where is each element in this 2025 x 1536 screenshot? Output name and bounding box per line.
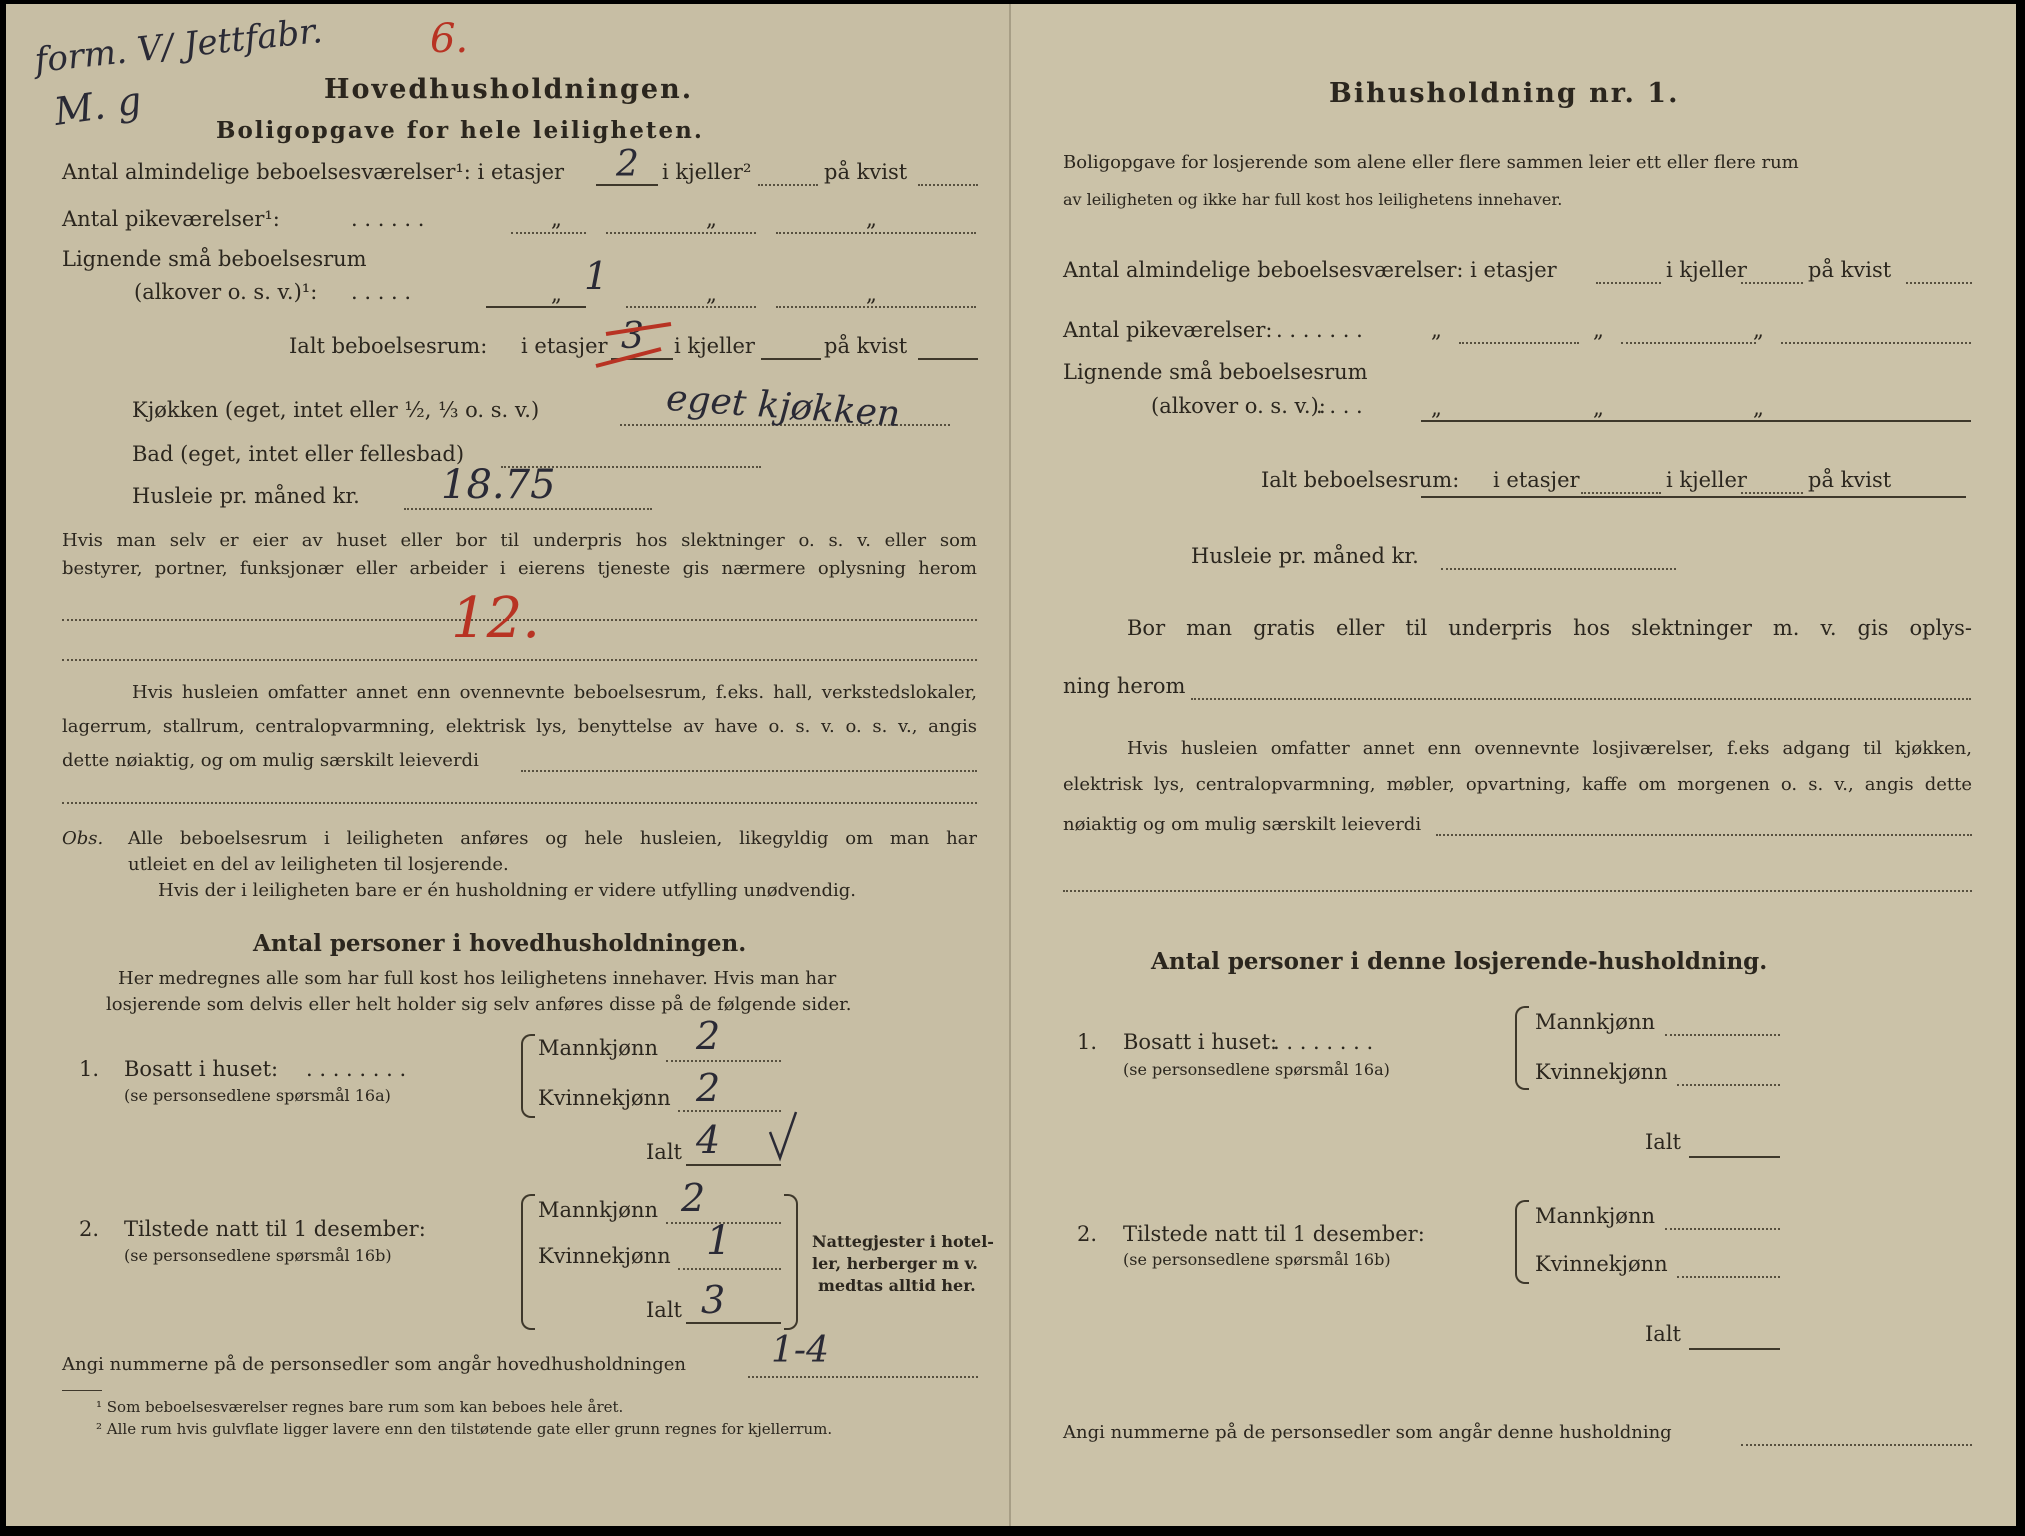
label-kjokken: Kjøkken (eget, intet eller ½, ⅓ o. s. v.)	[132, 398, 540, 422]
q1-ialt-line	[686, 1164, 781, 1166]
right-label-ialt-i-etasjer: i etasjer	[1493, 468, 1580, 492]
right-label-pa-kvist: på kvist	[1808, 258, 1892, 282]
right-label-i-kjeller: i kjeller	[1666, 258, 1747, 282]
value-etasjer: 2	[616, 144, 639, 185]
right-label-ialt-pa-kvist: på kvist	[1808, 468, 1892, 492]
label-pikevaerelser: Antal pikeværelser¹:	[62, 207, 280, 231]
field-pike-kjeller-line	[606, 232, 756, 234]
right-label-husleie: Husleie pr. måned kr.	[1191, 544, 1419, 568]
left-title: Hovedhusholdningen.	[324, 74, 694, 105]
right-field-herom-line	[1191, 698, 1971, 700]
right-angi-label: Angi nummerne på de personsedler som angår denne husholdning	[1063, 1422, 1672, 1443]
q1-label: Bosatt i huset:	[124, 1057, 279, 1081]
q2-ialt-label: Ialt	[646, 1298, 682, 1322]
left-subtitle: Boligopgave for hele leiligheten.	[216, 117, 704, 144]
left-persons-title: Antal personer i hovedhusholdningen.	[253, 930, 747, 957]
right-field-pike-kjeller-line	[1621, 342, 1756, 344]
q2-label: Tilstede natt til 1 desember:	[124, 1217, 426, 1241]
footnote-1: ¹ Som beboelsesværelser regnes bare rum som kan beboes hele året.	[96, 1398, 624, 1416]
right-q2-kvinne-line	[1677, 1276, 1780, 1278]
label-husleie: Husleie pr. måned kr.	[132, 484, 360, 508]
right-bor-l1: Bor man gratis eller til underpris hos slektninger m. v. gis oplys-	[1127, 616, 1972, 640]
leader-dots: . . . . . . . .	[1273, 1030, 1374, 1054]
right-persons-title: Antal personer i denne losjerende-husholdning.	[1151, 948, 1768, 975]
right-q1-sub: (se personsedlene spørsmål 16a)	[1123, 1060, 1390, 1079]
q1-ialt-value: 4	[696, 1118, 721, 1162]
right-q2-sub: (se personsedlene spørsmål 16b)	[1123, 1250, 1391, 1269]
ditto-mark: „	[706, 207, 717, 231]
value-kjokken: eget kjøkken	[664, 377, 902, 436]
q2-ialt-line	[686, 1322, 781, 1324]
left-angi-line	[748, 1376, 978, 1378]
value-ialt-etasjer: 3	[621, 316, 644, 357]
right-q2-mann-label: Mannkjønn	[1535, 1204, 1656, 1228]
q2-mann-value: 2	[681, 1176, 706, 1220]
handwritten-form-note: form. V/ Jettfabr.	[32, 11, 325, 81]
q1-kvinne-value: 2	[696, 1066, 721, 1110]
right-angi-line	[1741, 1444, 1972, 1446]
obs-line-2: utleiet en del av leiligheten til losjerende.	[128, 854, 509, 875]
right-intro-l2: av leiligheten og ikke har full kost hos leilighetens innehaver.	[1063, 190, 1563, 209]
leader-dots: . . . . . .	[351, 207, 425, 231]
right-label-ialt-i-kjeller: i kjeller	[1666, 468, 1747, 492]
q1-mann-value: 2	[696, 1014, 721, 1058]
field-husleie-line	[404, 508, 652, 510]
field-kjeller-line	[758, 184, 818, 186]
ditto-mark: „	[551, 207, 562, 231]
right-field-ialt-etasjer-line	[1581, 492, 1661, 494]
right-para-l2: elektrisk lys, centralopvarmning, møbler, opvartning, kaffe om morgenen o. s. v., angis dette	[1063, 774, 1972, 795]
field-ialt-kvist-line	[918, 358, 978, 360]
label-alkover: (alkover o. s. v.)¹:	[134, 280, 318, 304]
right-field-ialt-kjeller-line	[1741, 492, 1803, 494]
right-intro-l1: Boligopgave for losjerende som alene eller flere sammen leier ett eller flere rum	[1063, 152, 1799, 173]
field-pike-etasjer-line	[511, 232, 586, 234]
q1-ialt-label: Ialt	[646, 1140, 682, 1164]
right-field-kvist-line	[1906, 282, 1972, 284]
q2-number: 2.	[79, 1217, 100, 1241]
leader-dots: . . . .	[1316, 394, 1363, 418]
ditto-mark: „	[1593, 396, 1604, 420]
ditto-mark: „	[551, 282, 562, 306]
right-label-ialt-beboelsesrum: Ialt beboelsesrum:	[1261, 468, 1460, 492]
right-q2-number: 2.	[1077, 1222, 1098, 1246]
right-ialt-underline	[1421, 496, 1966, 498]
field-kvist-line	[918, 184, 978, 186]
leader-dots: . . . . . . . .	[306, 1057, 407, 1081]
right-q1-mann-line	[1665, 1034, 1780, 1036]
right-field-leieverdi-line	[1436, 834, 1972, 836]
label-antal-almindelige: Antal almindelige beboelsesværelser¹: i etasjer	[62, 160, 565, 184]
q2-kvinne-line	[678, 1268, 781, 1270]
right-field-husleie-line	[1441, 568, 1676, 570]
field-alkover-etasjer-line	[486, 306, 586, 308]
leader-dots: . . . . .	[351, 280, 412, 304]
left-angi-label: Angi nummerne på de personsedler som angår hovedhusholdningen	[62, 1354, 686, 1375]
leader-dots: . . . . . . .	[1276, 318, 1363, 342]
right-q1-kvinne-label: Kvinnekjønn	[1535, 1060, 1668, 1084]
para-husleie-l3: dette nøiaktig, og om mulig særskilt leieverdi	[62, 750, 479, 771]
right-field-pike-kvist-line	[1781, 342, 1971, 344]
red-correction-mark	[591, 304, 681, 374]
right-q1-kvinne-line	[1677, 1084, 1780, 1086]
persons-desc-l1: Her medregnes alle som har full kost hos leilighetens innehaver. Hvis man har	[118, 968, 837, 989]
ditto-mark: „	[1753, 318, 1764, 342]
persons-desc-l2: losjerende som delvis eller helt holder sig selv anføres disse på de følgende sider.	[106, 994, 852, 1015]
right-q1-ialt-label: Ialt	[1645, 1130, 1681, 1154]
right-q2-mann-line	[1665, 1228, 1780, 1230]
right-q2-ialt-line	[1689, 1348, 1780, 1350]
right-label-pikevaerelser: Antal pikeværelser:	[1063, 318, 1273, 342]
right-q2-label: Tilstede natt til 1 desember:	[1123, 1222, 1425, 1246]
right-q1-mann-label: Mannkjønn	[1535, 1010, 1656, 1034]
ditto-mark: „	[1753, 396, 1764, 420]
left-page-hovedhusholdning	[6, 4, 1011, 1526]
para-eier-l2: bestyrer, portner, funksjonær eller arbeider i eierens tjeneste gis nærmere oplysning herom	[62, 558, 977, 579]
q1-mann-label: Mannkjønn	[538, 1036, 659, 1060]
field-pike-kvist-line	[776, 232, 976, 234]
obs-label: Obs.	[62, 828, 104, 849]
ditto-mark: „	[706, 282, 717, 306]
label-ialt-beboelsesrum: Ialt beboelsesrum:	[289, 334, 488, 358]
nattegjester-l2: ler, herberger m v.	[812, 1254, 978, 1273]
right-field-etasjer-line	[1596, 282, 1661, 284]
right-q1-ialt-line	[1689, 1156, 1780, 1158]
right-label-antal-almindelige: Antal almindelige beboelsesværelser: i etasjer	[1063, 258, 1557, 282]
q2-ialt-value: 3	[701, 1278, 726, 1322]
right-bor-l2: ning herom	[1063, 674, 1186, 698]
obs-line-1: Alle beboelsesrum i leiligheten anføres og hele husleien, likegyldig om man har	[128, 828, 977, 849]
right-field-alkover-line	[1421, 420, 1971, 422]
ditto-mark: „	[1593, 318, 1604, 342]
label-pa-kvist: på kvist	[824, 160, 908, 184]
footnote-2: ² Alle rum hvis gulvflate ligger lavere enn den tilstøtende gate eller grunn regnes for kjellerrum.	[96, 1420, 833, 1438]
field-leieverdi-line-2	[62, 802, 977, 804]
para-husleie-l1: Hvis husleien omfatter annet enn ovennevnte beboelsesrum, f.eks. hall, verkstedslokaler,	[132, 682, 977, 703]
q2-brace	[521, 1194, 535, 1330]
para-eier-l1: Hvis man selv er eier av huset eller bor til underpris hos slektninger o. s. v. eller som	[62, 530, 977, 551]
right-para-l1: Hvis husleien omfatter annet enn ovennevnte losjiværelser, f.eks adgang til kjøkken,	[1127, 738, 1972, 759]
checkmark-icon	[766, 1108, 802, 1164]
label-ialt-pa-kvist: på kvist	[824, 334, 908, 358]
value-nummerne: 1-4	[771, 1330, 829, 1371]
census-form-sheet	[6, 4, 2016, 1526]
q2-mann-label: Mannkjønn	[538, 1198, 659, 1222]
right-q1-brace	[1515, 1006, 1529, 1090]
value-husleie: 18.75	[441, 462, 556, 508]
right-q2-ialt-label: Ialt	[1645, 1322, 1681, 1346]
right-q1-number: 1.	[1077, 1030, 1098, 1054]
field-alkover-kvist-line	[776, 306, 976, 308]
label-i-kjeller: i kjeller²	[662, 160, 752, 184]
q1-mann-line	[666, 1060, 781, 1062]
ditto-mark: „	[866, 282, 877, 306]
right-q1-label: Bosatt i huset:	[1123, 1030, 1278, 1054]
field-herom-line-2	[62, 659, 977, 661]
right-label-alkover: (alkover o. s. v.):	[1151, 394, 1326, 418]
ditto-mark: „	[866, 207, 877, 231]
q1-kvinne-label: Kvinnekjønn	[538, 1086, 671, 1110]
label-ialt-i-etasjer: i etasjer	[521, 334, 608, 358]
handwritten-form-number: 6.	[430, 16, 469, 62]
ditto-mark: „	[1431, 318, 1442, 342]
handwritten-mg-note: M. g	[51, 78, 145, 134]
q2-sub: (se personsedlene spørsmål 16b)	[124, 1246, 392, 1265]
q1-brace	[521, 1034, 535, 1118]
right-title: Bihusholdning nr. 1.	[1329, 78, 1680, 109]
label-ialt-i-kjeller: i kjeller	[674, 334, 755, 358]
ditto-mark: „	[1431, 396, 1442, 420]
para-husleie-l2: lagerrum, stallrum, centralopvarmning, elektrisk lys, benyttelse av have o. s. v. o. s. v., angis	[62, 716, 977, 737]
label-bad: Bad (eget, intet eller fellesbad)	[132, 442, 465, 466]
right-q2-brace	[1515, 1200, 1529, 1284]
q2-kvinne-value: 1	[706, 1218, 732, 1264]
nattegjester-l3: medtas alltid her.	[818, 1276, 976, 1295]
right-field-pike-etasjer-line	[1459, 342, 1579, 344]
field-ialt-kjeller-line	[761, 358, 821, 360]
value-herom-red: 12.	[451, 586, 541, 651]
right-para-l3: nøiaktig og om mulig særskilt leieverdi	[1063, 814, 1422, 835]
right-q2-kvinne-label: Kvinnekjønn	[1535, 1252, 1668, 1276]
q2-right-brace	[784, 1194, 798, 1330]
right-field-leieverdi-line-2	[1063, 890, 1972, 892]
footnote-rule	[62, 1390, 102, 1391]
right-label-lignende: Lignende små beboelsesrum	[1063, 360, 1368, 384]
right-field-kjeller-line	[1741, 282, 1803, 284]
field-leieverdi-line	[521, 770, 977, 772]
obs-line-3: Hvis der i leiligheten bare er én husholdning er videre utfylling unødvendig.	[158, 880, 857, 901]
q1-sub: (se personsedlene spørsmål 16a)	[124, 1086, 391, 1105]
nattegjester-l1: Nattegjester i hotel-	[812, 1232, 994, 1251]
label-lignende: Lignende små beboelsesrum	[62, 247, 367, 271]
q2-kvinne-label: Kvinnekjønn	[538, 1244, 671, 1268]
value-alkover: 1	[584, 254, 609, 298]
q1-number: 1.	[79, 1057, 100, 1081]
right-page-bihusholdning	[1011, 4, 2016, 1526]
